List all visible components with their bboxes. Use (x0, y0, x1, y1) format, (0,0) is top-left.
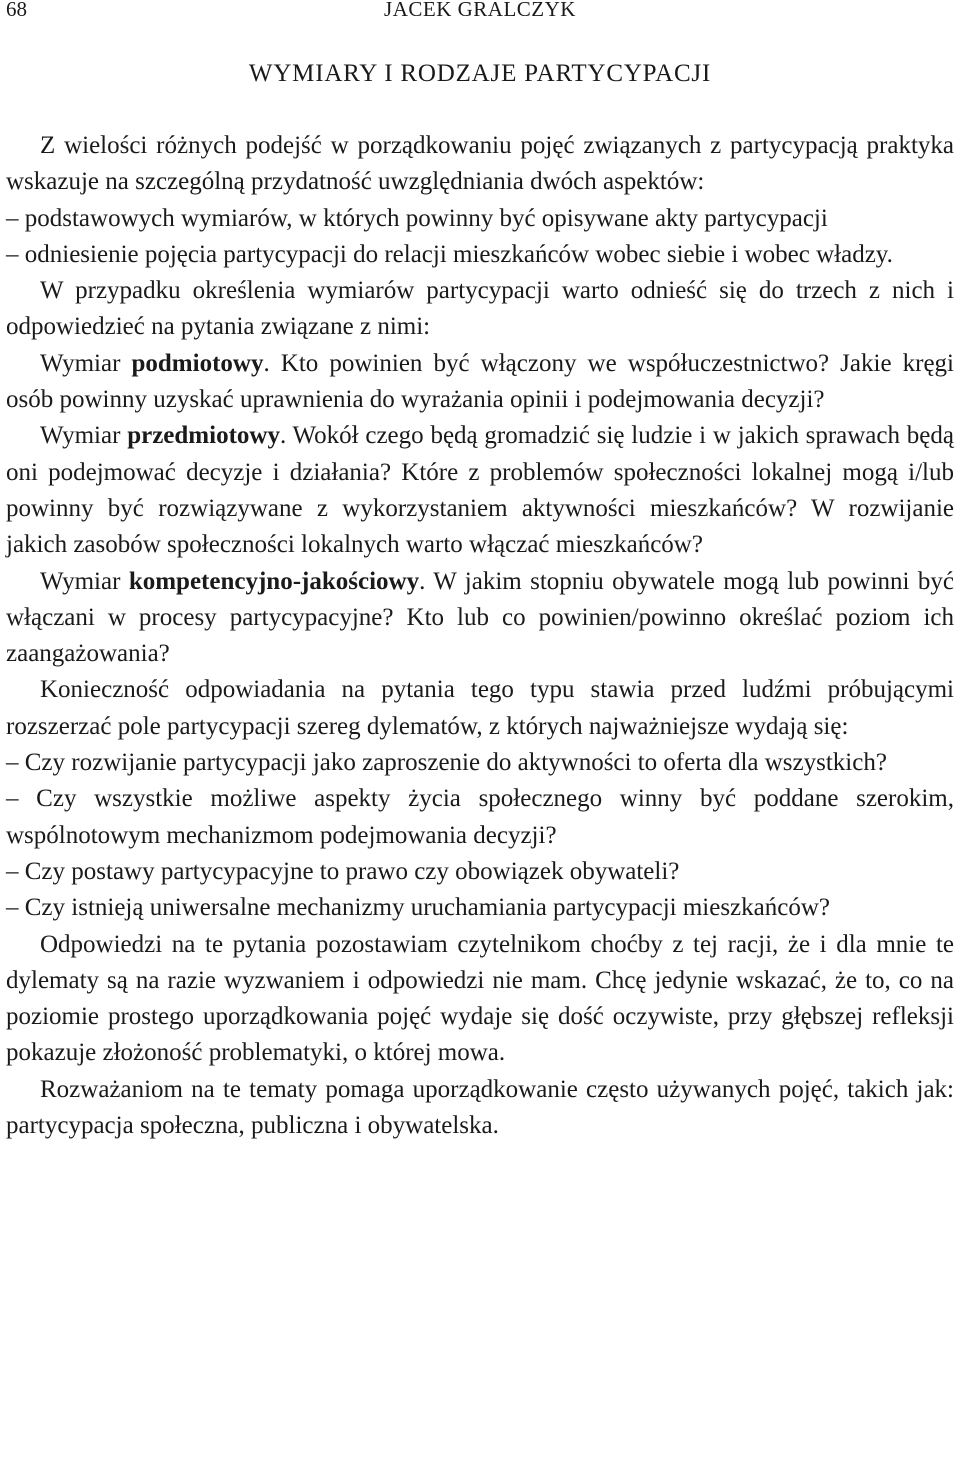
dilemma-item: – Czy istnieją uniwersalne mechanizmy uruchamiania partycypacji mieszkańców? (6, 894, 830, 922)
paragraph-answers: Odpowiedzi na te pytania pozostawiam czytelnikom choćby z tej racji, że i dla mnie te dylematy są na razie wyzwaniem i odpowiedzi nie mam. Chcę jedynie wskazać, że to, co na poziomie prostego uporządkowania pojęć wydaje się dość oczywiste, przy głębszej refleksji pokazuje złożoność problematyki, o której mowa. (6, 930, 954, 1067)
dilemma-item: – Czy rozwijanie partycypacji jako zaproszenie do aktywności to oferta dla wszystkich? (6, 749, 887, 777)
dilemma-item: – Czy postawy partycypacyjne to prawo czy obowiązek obywateli? (6, 857, 680, 885)
running-head: JACEK GRALCZYK (384, 0, 576, 21)
paragraph-subject-dimension (6, 346, 954, 419)
paragraph-object-dimension (6, 418, 954, 563)
dimension-prefix: Wymiar (40, 422, 128, 450)
page-number: 68 (6, 0, 27, 21)
paragraph-dilemmas-intro: Konieczność odpowiadania na pytania tego typu stawia przed ludźmi próbującymi rozszerzać pole partycypacji szereg dylematów, z których najważniejsze wydają się: (6, 676, 954, 740)
list-item-relations: – odniesienie pojęcia partycypacji do relacji mieszkańców wobec siebie i wobec władzy. (6, 240, 893, 268)
dimension-prefix: Wymiar (40, 349, 132, 377)
paragraph-intro: Z wielości różnych podejść w porządkowaniu pojęć związanych z partycypacją praktyka wskazuje na szczególną przydatność uwzględniania dwóch aspektów: (6, 132, 954, 196)
body-text (6, 128, 954, 1144)
dimension-term-subject: podmiotowy (131, 349, 264, 377)
dimension-text: . W jakim stopniu obywatele mogą lub powinni być włączani w procesy partycypacyjne? Kto lub co powinien/powinno określać poziom ich zaangażowania? (6, 567, 954, 668)
paragraph-dimensions-intro: W przypadku określenia wymiarów partycypacji warto odnieść się do trzech z nich i odpowiedzieć na pytania związane z nimi: (6, 277, 954, 341)
dimension-term-competence: kompetencyjno-jakościowy (128, 567, 420, 595)
paragraph-concepts: Rozważaniom na te tematy pomaga uporządkowanie często używanych pojęć, takich jak: partycypacja społeczna, publiczna i obywatelska. (6, 1075, 954, 1140)
dimension-text: . Kto powinien być włączony we współuczestnictwo? Jakie kręgi osób powinny uzyskać uprawnienia do wyrażania opinii i podejmowania decyzji? (6, 349, 954, 414)
paragraph-competence-dimension (6, 564, 954, 673)
dimension-text: . Wokół czego będą gromadzić się ludzie i w jakich sprawach będą oni podejmować decyzje i działania? Które z problemów społeczności lokalnej mogą i/lub powinny być rozwiązywane z wykorzystaniem aktywności mieszkańców? W rozwijanie jakich zasobów społeczności lokalnych warto włączać mieszkańców? (6, 422, 954, 559)
dimension-term-object: przedmiotowy (127, 422, 280, 450)
dimension-prefix: Wymiar (40, 567, 129, 595)
dilemma-item: – Czy wszystkie możliwe aspekty życia społecznego winny być poddane szerokim, wspólnotowym mechanizmom podejmowania decyzji? (6, 785, 954, 849)
list-item-dimensions: – podstawowych wymiarów, w których powinny być opisywane akty partycypacji (6, 204, 828, 232)
page-header (0, 0, 960, 28)
section-title: WYMIARY I RODZAJE PARTYCYPACJI (248, 60, 712, 87)
